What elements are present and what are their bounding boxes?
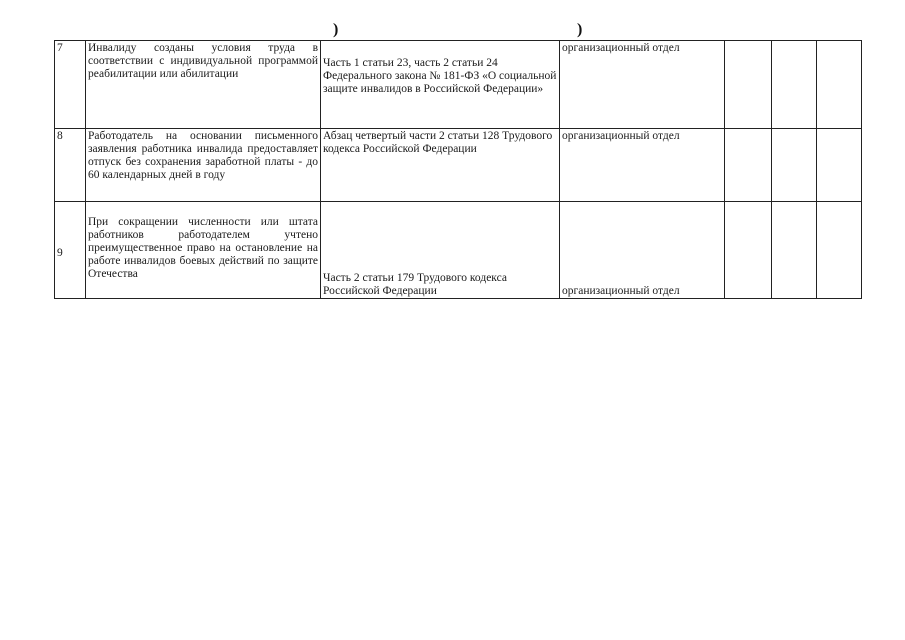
legal-basis-cell: Абзац четвертый части 2 статьи 128 Трудового кодекса Российской Федерации [321,129,560,202]
requirement-cell: Инвалиду созданы условия труда в соответствии с индивидуальной программой реабилитации или абилитации [86,41,321,129]
empty-cell [725,41,772,129]
table-row [55,129,862,202]
row-number: 7 [55,41,86,129]
department-cell: организационный отдел [560,202,725,299]
row-number: 9 [55,202,86,299]
legal-basis-cell: Часть 1 статьи 23, часть 2 статьи 24 Федерального закона № 181-ФЗ «О социальной защите инвалидов в Российской Федерации» [321,41,560,129]
requirement-cell: Работодатель на основании письменного заявления работника инвалида предоставляет отпуск без сохранения заработной платы - до 60 календарных дней в году [86,129,321,202]
empty-cell [817,129,862,202]
scan-mark: ) [577,21,583,38]
requirement-cell: При сокращении численности или штата работников работодателем учтено преимущественное право на остановление на работе инвалидов боевых действий по защите Отечества [86,202,321,299]
empty-cell [772,41,817,129]
department-cell: организационный отдел [560,41,725,129]
empty-cell [817,202,862,299]
empty-cell [772,129,817,202]
table-row [55,41,862,129]
table-row [55,202,862,299]
scan-mark: ) [333,21,339,38]
empty-cell [725,129,772,202]
empty-cell [725,202,772,299]
empty-cell [772,202,817,299]
requirements-table [54,40,862,299]
legal-basis-cell: Часть 2 статьи 179 Трудового кодекса Российской Федерации [321,202,560,299]
row-number: 8 [55,129,86,202]
empty-cell [817,41,862,129]
department-cell: организационный отдел [560,129,725,202]
